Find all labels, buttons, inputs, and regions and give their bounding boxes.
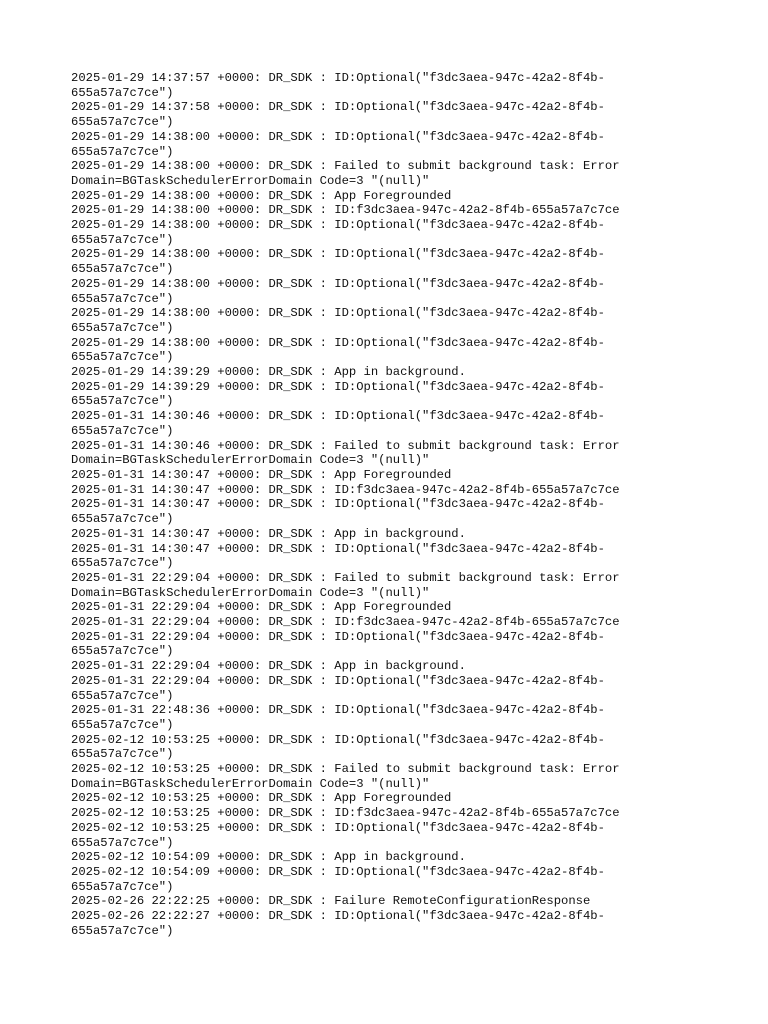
log-line: 655a57a7c7ce") bbox=[71, 644, 174, 659]
log-line: 2025-01-29 14:39:29 +0000: DR_SDK : ID:Optional("f3dc3aea-947c-42a2-8f4b- bbox=[71, 379, 605, 394]
log-line: 2025-02-26 22:22:25 +0000: DR_SDK : Failure RemoteConfigurationResponse bbox=[71, 894, 591, 909]
log-line: 2025-01-29 14:38:00 +0000: DR_SDK : ID:f3dc3aea-947c-42a2-8f4b-655a57a7c7ce bbox=[71, 203, 620, 218]
log-line: 2025-01-29 14:38:00 +0000: DR_SDK : Failed to submit background task: Error bbox=[71, 159, 620, 174]
log-line: Domain=BGTaskSchedulerErrorDomain Code=3 "(null)" bbox=[71, 173, 430, 188]
log-line: 2025-02-12 10:54:09 +0000: DR_SDK : ID:Optional("f3dc3aea-947c-42a2-8f4b- bbox=[71, 864, 605, 879]
log-line: 655a57a7c7ce") bbox=[71, 115, 174, 130]
log-line: 2025-02-12 10:53:25 +0000: DR_SDK : ID:Optional("f3dc3aea-947c-42a2-8f4b- bbox=[71, 732, 605, 747]
log-line: 2025-01-31 22:29:04 +0000: DR_SDK : App Foregrounded bbox=[71, 600, 452, 615]
log-line: 655a57a7c7ce") bbox=[71, 717, 174, 732]
log-line: 655a57a7c7ce") bbox=[71, 556, 174, 571]
log-line: 655a57a7c7ce") bbox=[71, 262, 174, 277]
log-line: 2025-01-29 14:37:58 +0000: DR_SDK : ID:Optional("f3dc3aea-947c-42a2-8f4b- bbox=[71, 100, 605, 115]
log-line: 655a57a7c7ce") bbox=[71, 394, 174, 409]
log-line: 2025-02-12 10:53:25 +0000: DR_SDK : ID:f3dc3aea-947c-42a2-8f4b-655a57a7c7ce bbox=[71, 806, 620, 821]
log-line: 2025-01-29 14:38:00 +0000: DR_SDK : ID:Optional("f3dc3aea-947c-42a2-8f4b- bbox=[71, 129, 605, 144]
log-line: 655a57a7c7ce") bbox=[71, 923, 174, 938]
log-line: 655a57a7c7ce") bbox=[71, 835, 174, 850]
log-line: 655a57a7c7ce") bbox=[71, 320, 174, 335]
log-line: 2025-02-12 10:53:25 +0000: DR_SDK : App Foregrounded bbox=[71, 791, 452, 806]
log-line: 2025-01-31 22:29:04 +0000: DR_SDK : ID:f3dc3aea-947c-42a2-8f4b-655a57a7c7ce bbox=[71, 615, 620, 630]
log-line: 2025-01-31 22:29:04 +0000: DR_SDK : ID:Optional("f3dc3aea-947c-42a2-8f4b- bbox=[71, 673, 605, 688]
log-line: 2025-01-29 14:39:29 +0000: DR_SDK : App in background. bbox=[71, 365, 466, 380]
log-line: Domain=BGTaskSchedulerErrorDomain Code=3 "(null)" bbox=[71, 585, 430, 600]
log-line: 655a57a7c7ce") bbox=[71, 747, 174, 762]
log-line: 655a57a7c7ce") bbox=[71, 688, 174, 703]
log-line: 2025-01-31 14:30:47 +0000: DR_SDK : App in background. bbox=[71, 526, 466, 541]
log-line: 2025-01-31 14:30:46 +0000: DR_SDK : ID:Optional("f3dc3aea-947c-42a2-8f4b- bbox=[71, 409, 605, 424]
log-line: 655a57a7c7ce") bbox=[71, 512, 174, 527]
log-line: 655a57a7c7ce") bbox=[71, 144, 174, 159]
log-line: 2025-02-12 10:54:09 +0000: DR_SDK : App in background. bbox=[71, 850, 466, 865]
log-line: Domain=BGTaskSchedulerErrorDomain Code=3 "(null)" bbox=[71, 453, 430, 468]
log-line: 655a57a7c7ce") bbox=[71, 291, 174, 306]
log-line: 2025-01-31 14:30:46 +0000: DR_SDK : Failed to submit background task: Error bbox=[71, 438, 620, 453]
log-line: 2025-01-29 14:38:00 +0000: DR_SDK : ID:Optional("f3dc3aea-947c-42a2-8f4b- bbox=[71, 306, 605, 321]
log-line: 655a57a7c7ce") bbox=[71, 85, 174, 100]
log-text-block bbox=[71, 71, 701, 938]
log-line: 2025-01-29 14:38:00 +0000: DR_SDK : ID:Optional("f3dc3aea-947c-42a2-8f4b- bbox=[71, 247, 605, 262]
log-line: 2025-01-31 14:30:47 +0000: DR_SDK : ID:f3dc3aea-947c-42a2-8f4b-655a57a7c7ce bbox=[71, 482, 620, 497]
log-line: Domain=BGTaskSchedulerErrorDomain Code=3 "(null)" bbox=[71, 776, 430, 791]
log-line: 2025-01-29 14:38:00 +0000: DR_SDK : ID:Optional("f3dc3aea-947c-42a2-8f4b- bbox=[71, 276, 605, 291]
log-line: 2025-01-31 22:48:36 +0000: DR_SDK : ID:Optional("f3dc3aea-947c-42a2-8f4b- bbox=[71, 703, 605, 718]
log-line: 2025-01-31 14:30:47 +0000: DR_SDK : ID:Optional("f3dc3aea-947c-42a2-8f4b- bbox=[71, 541, 605, 556]
log-line: 2025-01-29 14:38:00 +0000: DR_SDK : ID:Optional("f3dc3aea-947c-42a2-8f4b- bbox=[71, 335, 605, 350]
log-line: 655a57a7c7ce") bbox=[71, 423, 174, 438]
log-line: 2025-01-29 14:38:00 +0000: DR_SDK : App Foregrounded bbox=[71, 188, 452, 203]
log-line: 2025-01-31 22:29:04 +0000: DR_SDK : App in background. bbox=[71, 659, 466, 674]
log-line: 655a57a7c7ce") bbox=[71, 879, 174, 894]
log-line: 2025-01-31 22:29:04 +0000: DR_SDK : Failed to submit background task: Error bbox=[71, 570, 620, 585]
log-line: 655a57a7c7ce") bbox=[71, 350, 174, 365]
log-line: 655a57a7c7ce") bbox=[71, 232, 174, 247]
log-line: 2025-01-31 14:30:47 +0000: DR_SDK : App Foregrounded bbox=[71, 467, 452, 482]
log-line: 2025-02-12 10:53:25 +0000: DR_SDK : Failed to submit background task: Error bbox=[71, 762, 620, 777]
log-line: 2025-01-29 14:37:57 +0000: DR_SDK : ID:Optional("f3dc3aea-947c-42a2-8f4b- bbox=[71, 71, 605, 85]
log-line: 2025-02-26 22:22:27 +0000: DR_SDK : ID:Optional("f3dc3aea-947c-42a2-8f4b- bbox=[71, 909, 605, 924]
log-line: 2025-02-12 10:53:25 +0000: DR_SDK : ID:Optional("f3dc3aea-947c-42a2-8f4b- bbox=[71, 820, 605, 835]
log-line: 2025-01-31 22:29:04 +0000: DR_SDK : ID:Optional("f3dc3aea-947c-42a2-8f4b- bbox=[71, 629, 605, 644]
log-line: 2025-01-29 14:38:00 +0000: DR_SDK : ID:Optional("f3dc3aea-947c-42a2-8f4b- bbox=[71, 218, 605, 233]
log-line: 2025-01-31 14:30:47 +0000: DR_SDK : ID:Optional("f3dc3aea-947c-42a2-8f4b- bbox=[71, 497, 605, 512]
